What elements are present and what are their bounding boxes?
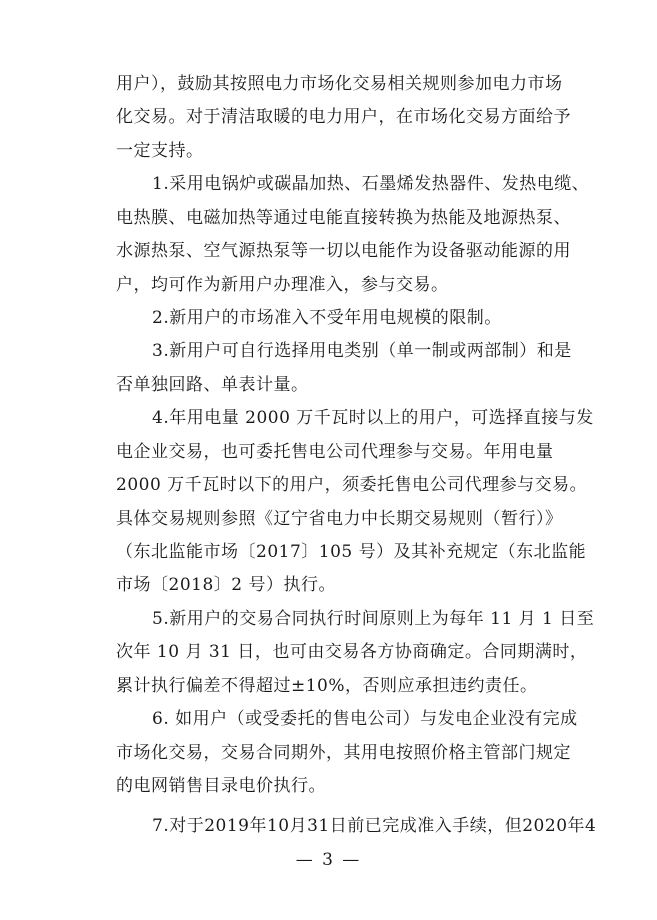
text-line: 6. 如用户（或受委托的售电公司）与发电企业没有完成 xyxy=(152,709,578,730)
text-line: 具体交易规则参照《辽宁省电力中长期交易规则（暂行）》 xyxy=(116,508,563,529)
text-line: 2.新用户的市场准入不受年用电规模的限制。 xyxy=(152,308,502,328)
text-line: 否单独回路、单表计量。 xyxy=(116,374,309,395)
page-number: — 3 — xyxy=(295,850,362,870)
text-line: 化交易。对于清洁取暖的电力用户，在市场化交易方面给予 xyxy=(116,107,571,128)
text-line: 累计执行偏差不得超过±10%，否则应承担违约责任。 xyxy=(116,675,538,696)
text-line: 市场化交易，交易合同期外，其用电按照价格主管部门规定 xyxy=(116,742,571,763)
text-line: 电热膜、电磁加热等通过电能直接转换为热能及地源热泵、 xyxy=(116,207,571,228)
text-line: 7.对于2019年10月31日前已完成准入手续，但2020年4 xyxy=(152,816,597,836)
text-line: 4.年用电量 2000 万千瓦时以上的用户，可选择直接与发 xyxy=(152,408,594,429)
text-line: 水源热泵、空气源热泵等一切以电能作为设备驱动能源的用 xyxy=(116,241,571,262)
text-line: 2000 万千瓦时以下的用户，须委托售电公司代理参与交易。 xyxy=(116,475,588,496)
text-line: （东北监能市场〔2017〕105 号）及其补充规定（东北监能 xyxy=(116,542,587,562)
text-line: 电企业交易，也可委托售电公司代理参与交易。年用电量 xyxy=(116,441,554,462)
text-line: 次年 10 月 31 日，也可由交易各方协商确定。合同期满时， xyxy=(116,642,588,663)
text-line: 市场〔2018〕2 号）执行。 xyxy=(116,575,336,596)
text-line: 的电网销售目录电价执行。 xyxy=(116,776,326,796)
text-line: 一定支持。 xyxy=(116,140,204,161)
text-line: 用户），鼓励其按照电力市场化交易相关规则参加电力市场 xyxy=(116,74,563,94)
text-line: 5.新用户的交易合同执行时间原则上为每年 11 月 1 日至 xyxy=(152,608,595,629)
text-line: 3.新用户可自行选择用电类别（单一制或两部制）和是 xyxy=(152,341,572,362)
text-line: 1.采用电锅炉或碳晶加热、石墨烯发热器件、发热电缆、 xyxy=(152,174,590,195)
text-line: 户，均可作为新用户办理准入，参与交易。 xyxy=(116,274,449,295)
